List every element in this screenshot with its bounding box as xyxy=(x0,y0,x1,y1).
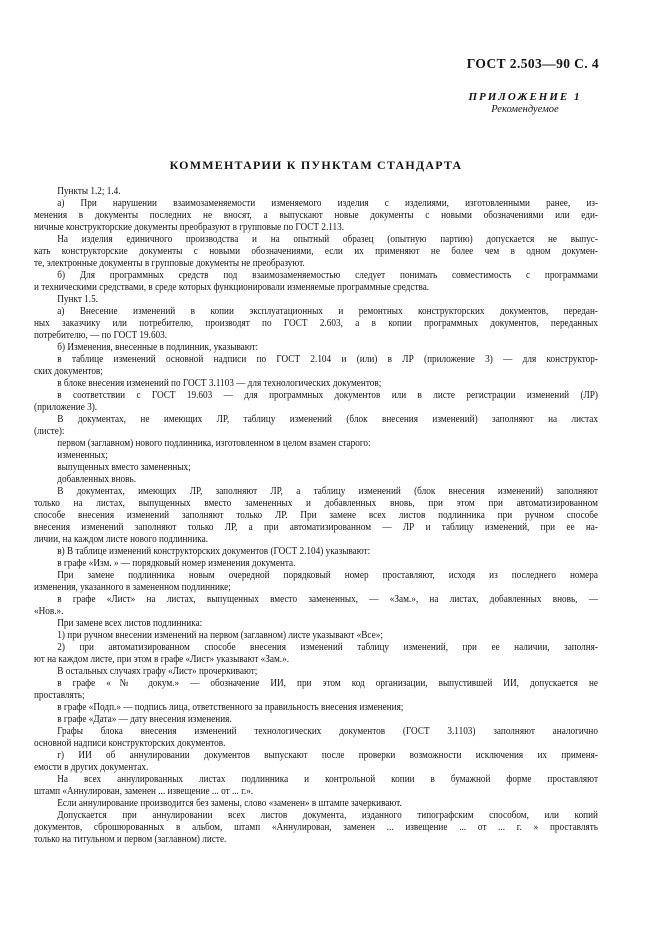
paragraph xyxy=(34,630,598,642)
paragraph xyxy=(34,462,598,474)
text-line: в блоке внесения изменений по ГОСТ 3.1103 — для технологических документов; xyxy=(57,378,382,389)
text-line: первом (заглавном) нового подлинника, изготовленном в целом взамен старого: xyxy=(57,438,371,449)
text-line: емости в других документах. xyxy=(34,762,149,773)
page-header-gost: ГОСТ 2.503—90 С. 4 xyxy=(466,56,599,71)
text-line: 2) при автоматизированном способе внесения изменений таблицу изменений, при ее наличии, заполня- xyxy=(57,642,598,653)
paragraph xyxy=(34,594,598,618)
appendix-note: Рекомендуемое xyxy=(491,104,559,115)
text-line: добавленных вновь. xyxy=(57,474,137,485)
text-line: изменения, указанного в замененном подлиннике; xyxy=(34,582,231,593)
text-line: При замене всех листов подлинника: xyxy=(57,618,203,629)
text-line: проставлять; xyxy=(34,690,85,701)
paragraph xyxy=(34,234,598,270)
paragraph xyxy=(34,474,598,486)
paragraph xyxy=(34,414,598,438)
text-line: В остальных случаях графу «Лист» прочеркивают; xyxy=(57,666,258,677)
paragraph xyxy=(34,750,598,774)
text-line: а) При нарушении взаимозаменяемости изменяемого изделия с изделиями, изготовленными ранее, из- xyxy=(57,198,598,209)
text-line: ных заказчику или потребителю, производят по ГОСТ 2.603, а в копии программных документов, переданных xyxy=(34,318,598,329)
paragraph xyxy=(34,390,598,414)
paragraph xyxy=(34,714,598,726)
text-line: На всех аннулированных листах подлинника и контрольной копии в бумажной форме проставляют xyxy=(57,774,598,785)
paragraph xyxy=(34,342,598,354)
section-title: КОММЕНТАРИИ К ПУНКТАМ СТАНДАРТА xyxy=(169,158,463,172)
paragraph xyxy=(34,774,598,798)
paragraph xyxy=(34,546,598,558)
text-line: 1) при ручном внесении изменений на первом (заглавном) листе указывают «Все»; xyxy=(57,630,383,641)
text-line: и техническими средствами, в среде которых функционировали изменяемые программные средства. xyxy=(34,282,430,293)
paragraph xyxy=(34,726,598,750)
text-line: в графе «Лист» на листах, выпущенных вместо замененных, — «Зам.», на листах, добавленных вновь, — xyxy=(57,594,598,605)
text-line: личии, на каждом листе нового подлинника. xyxy=(34,534,209,545)
paragraph xyxy=(34,354,598,378)
text-line: (приложение 3). xyxy=(34,402,98,413)
appendix-label: ПРИЛОЖЕНИЕ 1 xyxy=(468,91,582,103)
paragraph xyxy=(34,270,598,294)
text-line: В документах, не имеющих ЛР, таблицу изменений (блок внесения изменений) заполняют на листах xyxy=(57,414,598,425)
text-line: внесения изменений заполняют только ЛР, а при автоматизированном — ЛР и таблицу изменений, при ее на- xyxy=(34,522,598,533)
text-line: «Нов.». xyxy=(34,606,64,617)
text-line: только на листах, выпущенных вместо замененных и добавленных вновь, при этом при автоматизированном xyxy=(34,498,598,509)
paragraph xyxy=(34,702,598,714)
text-line: Пункты 1.2; 1.4. xyxy=(57,186,121,197)
text-line: те, электронные документы в групповые документы не преобразуют. xyxy=(34,258,305,269)
text-line: менения в документы последних не вносят, а выпускают новые документы с новыми обозначениями или еди- xyxy=(34,210,598,221)
text-line: Если аннулирование производится без замены, слово «заменен» в штампе зачеркивают. xyxy=(57,798,402,809)
text-line: измененных; xyxy=(57,450,108,461)
paragraph xyxy=(34,618,598,630)
paragraph xyxy=(34,810,598,846)
paragraph xyxy=(34,186,598,198)
paragraph xyxy=(34,198,598,234)
text-line: в графе «Подп.» — подпись лица, ответственного за правильность внесения изменения; xyxy=(57,702,404,713)
text-line: В документах, имеющих ЛР, заполняют ЛР, а таблицу изменений (блок внесения изменений) заполняют xyxy=(57,486,598,497)
text-line: кать конструкторские документы с новыми обозначениями, если их применяют не более чем в одном докумен- xyxy=(34,246,598,257)
text-line: в графе «Изм. » — порядковый номер изменения документа. xyxy=(57,558,296,569)
text-line: в таблице изменений основной надписи по ГОСТ 2.104 и (или) в ЛР (приложение 3) — для конструктор- xyxy=(57,354,598,365)
text-line: Пункт 1.5. xyxy=(57,294,98,305)
text-line: выпущенных вместо замененных; xyxy=(57,462,191,473)
text-line: в) В таблице изменений конструкторских документов (ГОСТ 2.104) указывают: xyxy=(57,546,371,557)
text-line: в соответствии с ГОСТ 19.603 — для программных документов или в листе регистрации изменений (ЛР) xyxy=(57,390,598,401)
text-line: потребителю, — по ГОСТ 19.603. xyxy=(34,330,168,341)
text-line: способе внесения изменений заполняют только ЛР. При замене всех листов подлинника при ручном способе xyxy=(34,510,598,521)
text-line: штамп «Аннулирован, заменен ... извещение ... от ... г.». xyxy=(34,786,254,797)
paragraph xyxy=(34,642,598,666)
text-line: ских документов; xyxy=(34,366,103,377)
text-line: ничные конструкторские документы преобразуют в групповые по ГОСТ 2.113. xyxy=(34,222,345,233)
paragraph xyxy=(34,798,598,810)
text-line: На изделия единичного производства и на опытный образец (опытную партию) допускается не выпус- xyxy=(57,234,598,245)
paragraph xyxy=(34,486,598,546)
text-line: только на титульном и первом (заглавном) листе. xyxy=(34,834,227,845)
text-line: основной надписи конструкторских документов. xyxy=(34,738,226,749)
text-line: в графе «Дата» — дату внесения изменения. xyxy=(57,714,232,725)
paragraph xyxy=(34,306,598,342)
text-line: в графе «№ докум.» — обозначение ИИ, при этом код организации, выпустившей ИИ, допускается не xyxy=(57,678,598,689)
text-line: б) Изменения, внесенные в подлинник, указывают: xyxy=(57,342,259,353)
paragraph xyxy=(34,570,598,594)
text-line: б) Для программных средств под взаимозаменяемостью следует понимать совместимость с программами xyxy=(57,270,598,281)
text-line: Допускается при аннулировании всех листов документа, изданного типографским способом, или копий xyxy=(57,810,598,821)
appendix-block xyxy=(445,91,605,115)
text-line: (листе): xyxy=(34,426,65,437)
text-line: документов, сброшюрованных в альбом, штамп «Аннулирован, заменен ... извещение ... от ... г. » проставлять xyxy=(34,822,598,833)
paragraph xyxy=(34,558,598,570)
text-line: Графы блока внесения изменений технологических документов (ГОСТ 3.1103) заполняют аналогично xyxy=(57,726,598,737)
paragraph xyxy=(34,678,598,702)
paragraph xyxy=(34,294,598,306)
paragraph xyxy=(34,438,598,450)
paragraph xyxy=(34,666,598,678)
document-body xyxy=(34,186,598,846)
text-line: ют на каждом листе, при этом в графе «Лист» указывают «Зам.». xyxy=(34,654,290,665)
text-line: При замене подлинника новым очередной порядковый номер проставляют, исходя из последнего номера xyxy=(57,570,598,581)
text-line: а) Внесение изменений в копии эксплуатационных и ремонтных конструкторских документов, передан- xyxy=(57,306,598,317)
paragraph xyxy=(34,378,598,390)
paragraph xyxy=(34,450,598,462)
text-line: г) ИИ об аннулировании документов выпускают после проверки возможности исключения их применя- xyxy=(57,750,598,761)
